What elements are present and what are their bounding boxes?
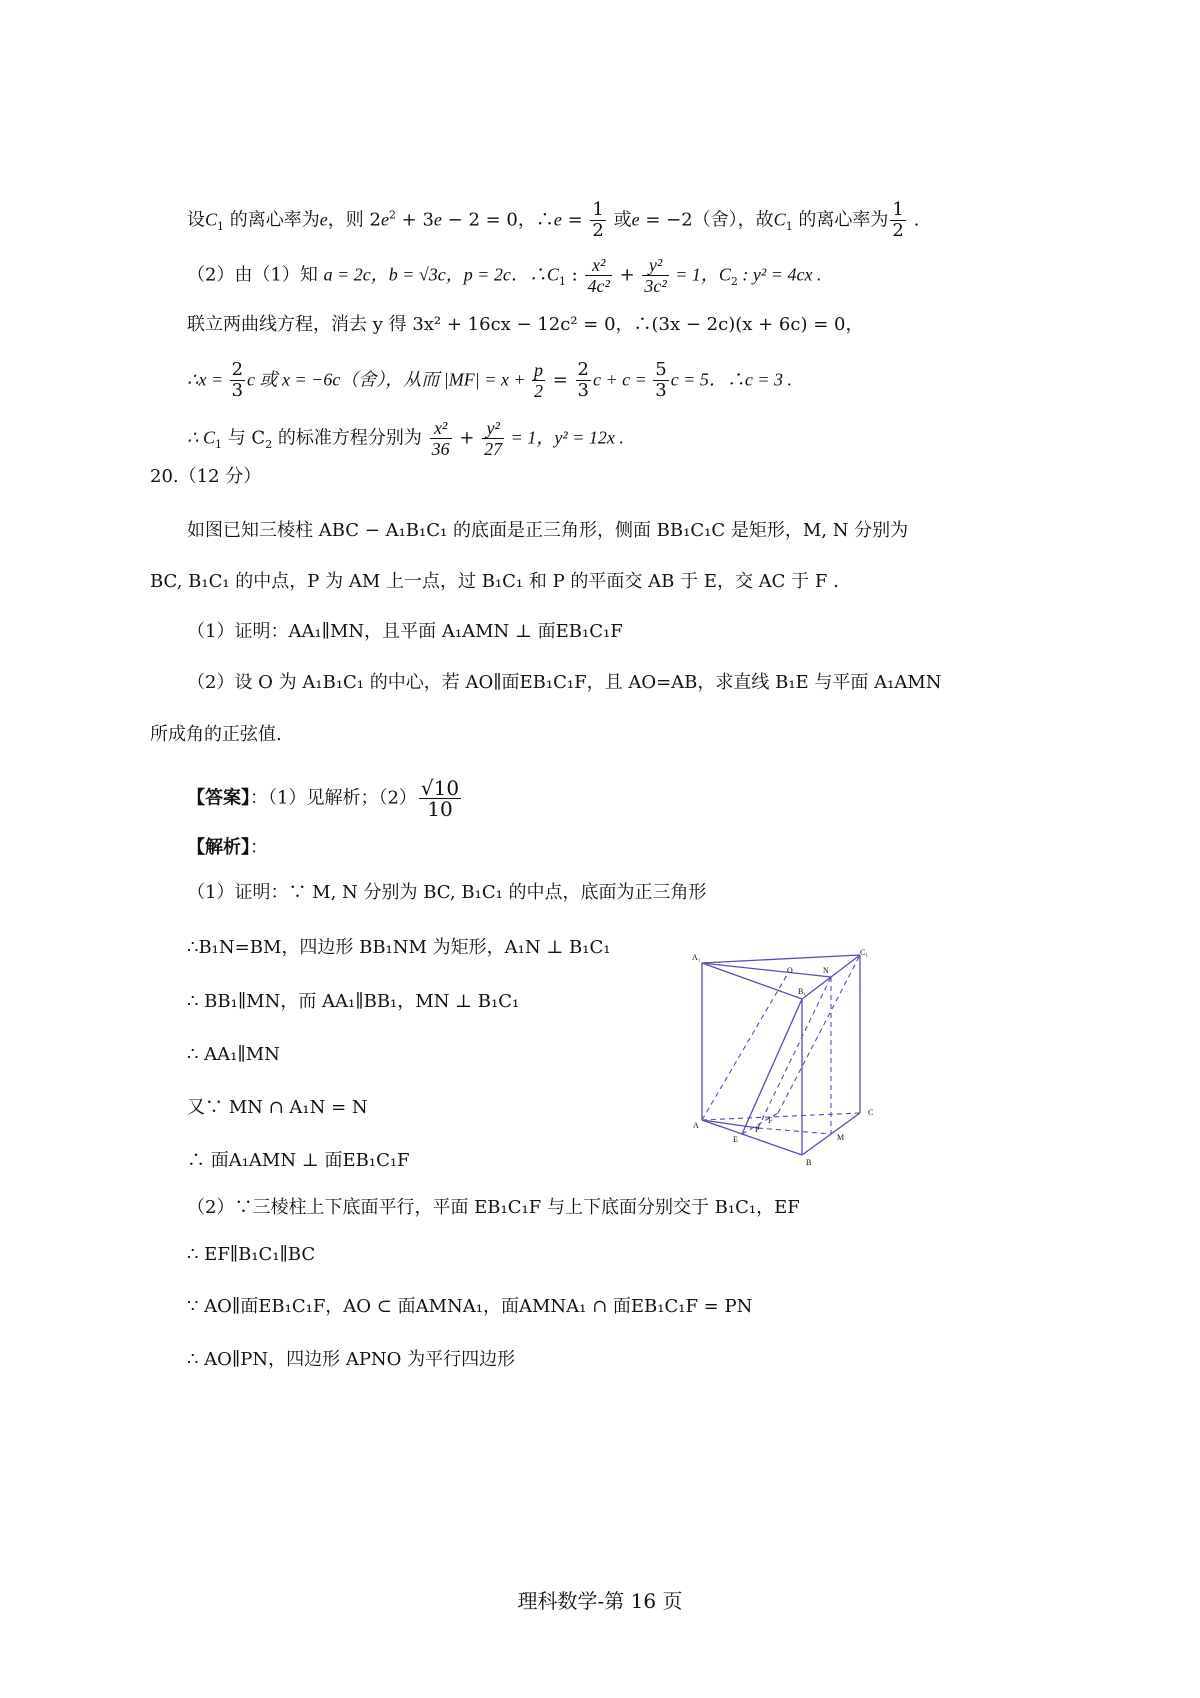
analysis-line: ∴B₁N=BM，四边形 BB₁NM 为矩形，A₁N ⊥ B₁C₁ [187, 937, 611, 958]
problem-stem-1: 如图已知三棱柱 ABC − A₁B₁C₁ 的底面是正三角形，侧面 BB₁C₁C 是矩形，M, N 分别为 [187, 520, 909, 541]
intro-line-3: 联立两曲线方程，消去 y 得 3x² + 16cx − 12c² = 0，∴(3x − 2c)(x + 6c) = 0， [187, 314, 864, 335]
label-O: O [787, 966, 793, 975]
edge-A-C [702, 1113, 860, 1120]
label-A: A [693, 1121, 699, 1130]
answer-label: 【答案】 [187, 787, 250, 809]
analysis-line: 又∵ MN ∩ A₁N = N [187, 1097, 368, 1118]
page-footer: 理科数学-第 16 页 [517, 1589, 683, 1613]
analysis-line: （2）∵三棱柱上下底面平行，平面 EB₁C₁F 与上下底面分别交于 B₁C₁，EF [187, 1197, 800, 1218]
analysis-line: ∴ AO∥PN，四边形 APNO 为平行四边形 [187, 1349, 516, 1370]
edge-A1-C1 [702, 955, 860, 963]
problem-number: 20.（12 分） [150, 466, 262, 487]
analysis-line: ∵ AO∥面EB₁C₁F，AO ⊂ 面AMNA₁，面AMNA₁ ∩ 面EB₁C₁F = PN [187, 1296, 753, 1317]
label-B1: B₁ [798, 987, 807, 996]
analysis-line: ∴ BB₁∥MN，而 AA₁∥BB₁，MN ⊥ B₁C₁ [187, 991, 520, 1012]
label-F: F [768, 1116, 773, 1125]
problem-part-1: （1）证明：AA₁∥MN，且平面 A₁AMN ⊥ 面EB₁C₁F [187, 621, 623, 642]
fraction: $\frac{\text{x²}}{\text{4c²}}$ [587, 255, 610, 296]
fraction: $\frac{1}{2}$ [892, 199, 904, 241]
prism-figure [690, 945, 890, 1170]
edge-E-B1 [742, 999, 802, 1134]
edge-A-P [702, 1120, 758, 1128]
intro-line-1: 设$C_1$ 的离心率为e，则 $2e^2 + 3e - 2 = 0$，∴e = $\frac{1}{2}$ 或e = −2（舍），故$C_1$ 的离心率为 $\frac{1}{2}$ . [187, 199, 920, 241]
edge-E-F [742, 1113, 778, 1134]
problem-stem-2: BC, B₁C₁ 的中点，P 为 AM 上一点，过 B₁C₁ 和 P 的平面交 AB 于 E，交 AC 于 F . [150, 571, 839, 592]
answer-fraction: $\frac{√10}{10}$ [420, 776, 460, 821]
intro-line-2: （2）由（1）知 a = 2c，b = √3c，p = 2c．$\therefore C_1$ : $\frac{\text{x²}}{\text{4c²}}$ + $\frac{\text{y²}}{\text{3c²}}$ = 1，$C_2$ : y² = 4cx . [187, 255, 822, 296]
fraction: $\frac{\text{y²}}{27}$ [484, 418, 503, 459]
intro-line-5: ∴ $C_1$ 与 $C_2$ 的标准方程分别为 $\frac{\text{x²}}{36}$ + $\frac{\text{y²}}{27}$ = 1，y² = 12x . [187, 418, 624, 459]
analysis-line: ∴ AA₁∥MN [187, 1044, 280, 1065]
label-A1: A₁ [692, 953, 701, 962]
label-C: C [868, 1108, 874, 1117]
label-M: M [837, 1133, 845, 1142]
label-P: P [755, 1125, 760, 1134]
edge-P-M [758, 1128, 831, 1134]
label-E: E [733, 1135, 738, 1144]
edge-A-B [702, 1120, 802, 1155]
analysis-line: ∴ EF∥B₁C₁∥BC [187, 1244, 316, 1265]
label-C1: C₁ [860, 948, 869, 957]
fraction: $\frac{p}{2}$ [533, 360, 543, 401]
edge-P-N [758, 977, 831, 1128]
label-N: N [823, 966, 829, 975]
fraction: $\frac{2}{3}$ [231, 359, 244, 401]
problem-part-2b: 所成角的正弦值. [150, 724, 282, 745]
fraction: $\frac{5}{3}$ [655, 359, 667, 401]
fraction: $\frac{\text{y²}}{\text{3c²}}$ [644, 255, 667, 296]
edge-A-O [702, 975, 787, 1120]
fraction: $\frac{1}{2}$ [592, 199, 604, 241]
fraction: $\frac{\text{x²}}{36}$ [431, 418, 450, 459]
analysis-line: ∴ 面A₁AMN ⊥ 面EB₁C₁F [187, 1150, 410, 1171]
problem-part-2a: （2）设 O 为 A₁B₁C₁ 的中心，若 AO∥面EB₁C₁F，且 AO=AB，求直线 B₁E 与平面 A₁AMN [187, 672, 942, 693]
analysis-line: （1）证明：∵ M, N 分别为 BC, B₁C₁ 的中点，底面为正三角形 [187, 882, 707, 903]
intro-line-4: ∴x = $\frac{2}{3}$ c 或 x = −6c（舍），从而 |MF| = x + $\frac{p}{2}$ = $\frac{2}{3}$ c + c = $\frac{5}{3}$ c = 5．∴c = 3 . [187, 359, 792, 401]
fraction: $\frac{2}{3}$ [577, 359, 589, 401]
answer-line: 【答案】：（1）见解析；（2） $\frac{√10}{10}$ [187, 776, 460, 821]
analysis-label: 【解析】： [187, 837, 268, 858]
label-B: B [806, 1158, 812, 1167]
edge-F-C1 [778, 955, 860, 1113]
